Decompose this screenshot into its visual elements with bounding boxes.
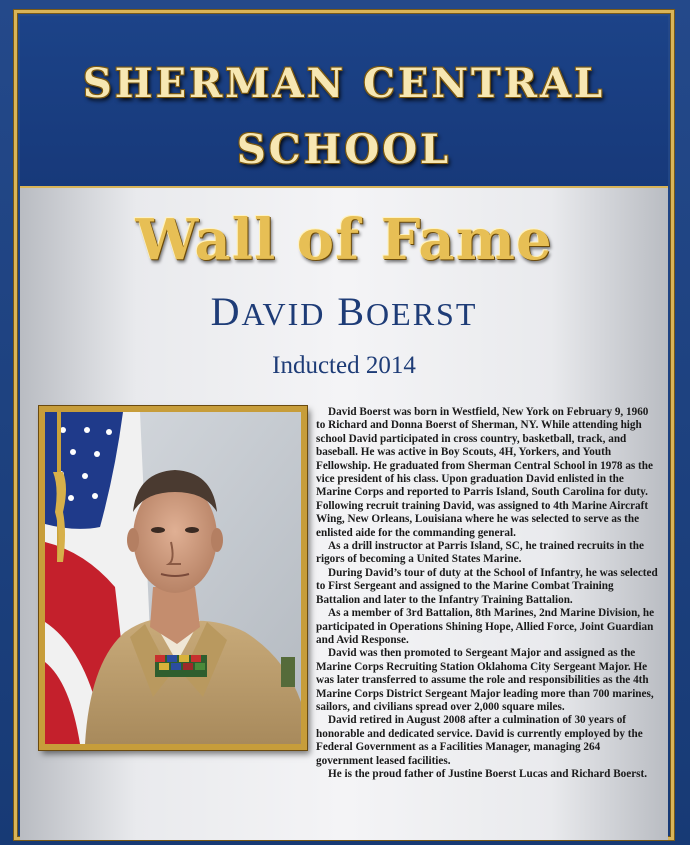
school-name-line-2: SCHOOL [236, 126, 452, 173]
wall-of-fame-title: Wall of Fame [135, 207, 553, 273]
school-name-line-1: SHERMAN CENTRAL [82, 60, 606, 107]
inducted-year: Inducted 2014 [272, 352, 416, 379]
content-panel [20, 186, 668, 840]
bio-paragraph: David retired in August 2008 after a culmination of 30 years of honorable and dedicated service. David is currently employed by the Federal Government as a Facilities Manager, managing 264 government leased facilities. [316, 714, 643, 767]
bio-paragraph: As a drill instructor at Parris Island, SC, he trained recruits in the rigors of becoming a United States Marine. [316, 540, 644, 566]
bio-paragraph: As a member of 3rd Battalion, 8th Marines, 2nd Marine Division, he participated in Operations Shining Hope, Allied Force, Joint Guardian and Avid Response. [316, 607, 655, 646]
bio-paragraph: During David’s tour of duty at the School of Infantry, he was selected to First Sergeant and assigned to the Marine Combat Training Battalion and later to the Infantry Training Battalion. [316, 566, 658, 606]
name-first-initial: D [210, 289, 242, 334]
biography-text [316, 406, 659, 781]
name-first-rest: AVID [241, 296, 326, 332]
school-header [20, 16, 668, 186]
name-last-initial: B [337, 289, 367, 334]
bio-paragraph: David Boerst was born in Westfield, New York on February 9, 1960 to Richard and Donna Boerst of Sherman, NY. While attending high school David participated in cross country, basketball, track, and baseball. He was active in Boy Scouts, 4H, Yorkers, and Youth Fellowship. He graduated from Sherman Central School in 1978 as the vice president of his class. Upon graduation David enlisted in the Marine Corps and reported to Parris Island, South Carolina for duty. Following recruit training David, was assigned to 4th Marine Aircraft Wing, New Orleans, Louisiana where he was selected to serve as the enlisted aide for the commanding general. [316, 406, 653, 539]
name-last-rest: OERST [366, 296, 478, 332]
bio-paragraph: He is the proud father of Justine Boerst Lucas and Richard Boerst. [328, 767, 648, 780]
bio-paragraph: David was then promoted to Sergeant Major and assigned as the Marine Corps Recruiting Station Oklahoma City Sergeant Major. He was later transferred to assume the role and responsibilities as the 4th Marine Corps District Sergeant Major leading more than 700 marines, sailors, and civilians spread over 2,000 square miles. [316, 647, 654, 713]
portrait-photo-icon [45, 412, 301, 744]
ribbon-bar [155, 655, 207, 677]
inductee-name [20, 288, 668, 335]
portrait-photo [39, 406, 307, 750]
